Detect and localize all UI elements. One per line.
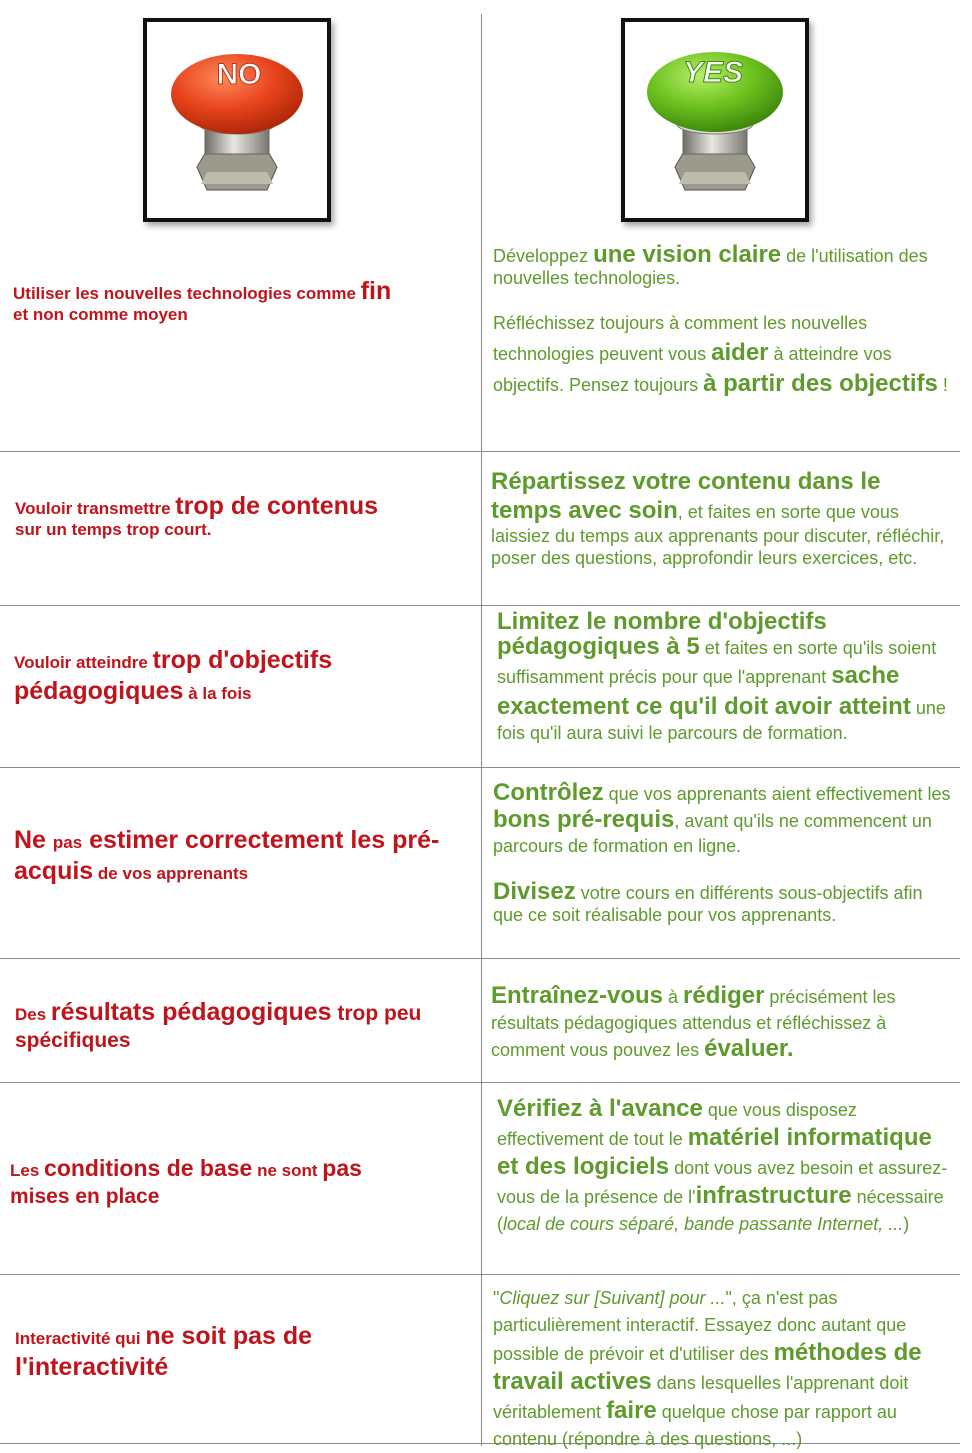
- advice-6-italic: local de cours séparé, bande passante Internet, ...: [503, 1214, 904, 1234]
- advice-5-emphasis-2: rédiger: [683, 982, 765, 1009]
- advice-3-text-2: une fois qu'il aura suivi le parcours de formation.: [497, 698, 946, 743]
- advice-1: [493, 241, 953, 400]
- mistake-5: [15, 999, 470, 1055]
- row-divider: [0, 1274, 960, 1275]
- advice-1-paragraph-1: [493, 241, 953, 289]
- mistake-4: [14, 826, 469, 888]
- advice-7-text-3: dans lesquelles l'apprenant doit véritablement: [493, 1373, 909, 1422]
- mistake-6-text: Les: [10, 1161, 45, 1180]
- advice-4: [493, 780, 953, 926]
- advice-1-emphasis: une vision claire: [593, 241, 782, 268]
- mistake-5-emphasis: résultats pédagogiques: [50, 998, 332, 1026]
- advice-4-text-2: , avant qu'ils ne commencent un parcours de formation en ligne.: [493, 811, 932, 856]
- mistake-6-text-3: mises en place: [10, 1185, 160, 1208]
- mistake-2: [15, 492, 470, 540]
- advice-6-text-2: dont vous avez besoin et assurez-vous de la présence de l': [497, 1158, 948, 1207]
- mistake-2-text-2: sur un temps trop court.: [15, 520, 212, 539]
- mistake-4-text-2: de vos apprenants: [93, 864, 249, 883]
- advice-1-text-5: !: [937, 375, 948, 395]
- advice-2-text: , et faites en sorte que vous laissiez du temps aux apprenants pour discuter, réfléchir, poser des questions, approfondir leurs exercices, etc.: [491, 502, 945, 568]
- row-divider: [0, 451, 960, 452]
- advice-7-text-2: ", ça n'est pas particulièrement interactif. Essayez donc autant que possible de prévoir et d'utiliser des: [493, 1288, 907, 1364]
- advice-4-paragraph-1: [493, 780, 953, 859]
- advice-4-emphasis-2: bons pré-requis: [493, 806, 675, 833]
- mistake-5-text-2: trop peu spécifiques: [15, 1002, 422, 1052]
- advice-5: [491, 983, 951, 1063]
- advice-1-paragraph-2: [493, 309, 953, 400]
- mistake-2-emphasis: trop de contenus: [175, 492, 379, 520]
- advice-6-text: que vous disposez effectivement de tout le: [497, 1100, 857, 1149]
- mistake-4-emphasis: Ne: [14, 826, 53, 854]
- green-push-button-icon: [625, 22, 805, 218]
- advice-3-text: et faites en sorte qu'ils soient suffisamment précis pour que l'apprenant: [497, 638, 937, 687]
- advice-1-emphasis-3: à partir des objectifs: [703, 370, 938, 397]
- advice-7-emphasis: méthodes de travail actives: [493, 1339, 922, 1395]
- red-push-button-icon: [147, 22, 327, 218]
- mistake-4-emphasis-2: estimer correctement les pré-acquis: [14, 826, 440, 885]
- advice-3-emphasis-2: sache exactement ce qu'il doit avoir atteint: [497, 662, 911, 720]
- advice-6-emphasis-3: infrastructure: [695, 1182, 852, 1209]
- mistake-4-text: pas: [52, 833, 83, 852]
- advice-5-emphasis-3: évaluer.: [704, 1035, 794, 1062]
- mistake-3-text: Vouloir atteindre: [14, 653, 153, 672]
- advice-4-emphasis: Contrôlez: [493, 779, 604, 806]
- advice-4-text: que vos apprenants aient effectivement les: [603, 784, 951, 804]
- advice-5-text: à: [663, 987, 684, 1007]
- mistake-5-text: Des: [15, 1005, 51, 1024]
- advice-2-emphasis: Répartissez votre contenu dans le temps avec soin: [491, 468, 881, 524]
- mistake-6-emphasis-2: pas: [322, 1155, 362, 1181]
- mistake-1-text: Utiliser les nouvelles technologies comme: [13, 284, 361, 303]
- mistake-3-text-2: à la fois: [183, 684, 252, 703]
- advice-7-italic: Cliquez sur [Suivant] pour ...: [499, 1288, 726, 1308]
- yes-button-image: [621, 18, 809, 222]
- mistake-3: [14, 646, 469, 708]
- row-divider: [0, 958, 960, 959]
- advice-4-paragraph-2: [493, 878, 953, 926]
- no-button-image: [143, 18, 331, 222]
- mistake-3-emphasis: trop d'objectifs pédagogiques: [14, 646, 333, 705]
- advice-6-text-3: nécessaire (: [497, 1187, 944, 1234]
- advice-3-emphasis: Limitez le nombre d'objectifs pédagogiques à 5: [497, 608, 827, 660]
- mistake-1-text-2: et non comme moyen: [13, 305, 188, 324]
- advice-5-text-2: précisément les résultats pédagogiques attendus et réfléchissez à comment vous pouvez les: [491, 987, 896, 1060]
- advice-2: [491, 467, 956, 569]
- row-divider: [0, 605, 960, 606]
- yes-button-label: YES: [682, 56, 744, 89]
- advice-7-text: ": [493, 1288, 500, 1308]
- advice-1-text-2: de l'utilisation des nouvelles technologies.: [493, 246, 928, 288]
- mistake-2-text: Vouloir transmettre: [15, 499, 176, 518]
- advice-6-emphasis-2: matériel informatique et des logiciels: [497, 1124, 932, 1180]
- advice-1-emphasis-2: aider: [711, 339, 769, 366]
- advice-1-text: Développez: [493, 246, 594, 266]
- advice-7-emphasis-2: faire: [606, 1397, 657, 1424]
- advice-4-text-3: votre cours en différents sous-objectifs afin que ce soit réalisable pour vos apprenants.: [493, 883, 923, 925]
- mistake-1-emphasis: fin: [360, 277, 392, 305]
- mistake-7-emphasis: ne soit pas de l'interactivité: [15, 1322, 313, 1381]
- advice-6-emphasis: Vérifiez à l'avance: [497, 1095, 703, 1122]
- row-divider: [0, 767, 960, 768]
- mistake-7: [15, 1322, 470, 1384]
- mistake-6-emphasis: conditions de base: [44, 1155, 253, 1181]
- advice-4-emphasis-3: Divisez: [493, 878, 576, 905]
- row-divider: [0, 1082, 960, 1083]
- advice-7-text-4: quelque chose par rapport au contenu (répondre à des questions, ...): [493, 1402, 897, 1449]
- no-button-label: NO: [216, 58, 262, 91]
- mistake-1: [13, 277, 468, 325]
- advice-1-text-3: Réfléchissez toujours à comment les nouvelles technologies peuvent vous: [493, 313, 868, 364]
- advice-5-emphasis: Entraînez-vous: [491, 982, 664, 1009]
- mistake-6-text-2: ne sont: [252, 1161, 323, 1180]
- mistake-6: [10, 1155, 470, 1210]
- column-divider: [481, 14, 482, 1446]
- advice-7: [493, 1285, 955, 1453]
- advice-6: [497, 1095, 952, 1238]
- advice-6-text-4: ): [903, 1214, 910, 1234]
- advice-3: [497, 610, 952, 745]
- mistake-7-text: Interactivité qui: [15, 1329, 146, 1348]
- advice-1-text-4: à atteindre vos objectifs. Pensez toujours: [493, 344, 892, 395]
